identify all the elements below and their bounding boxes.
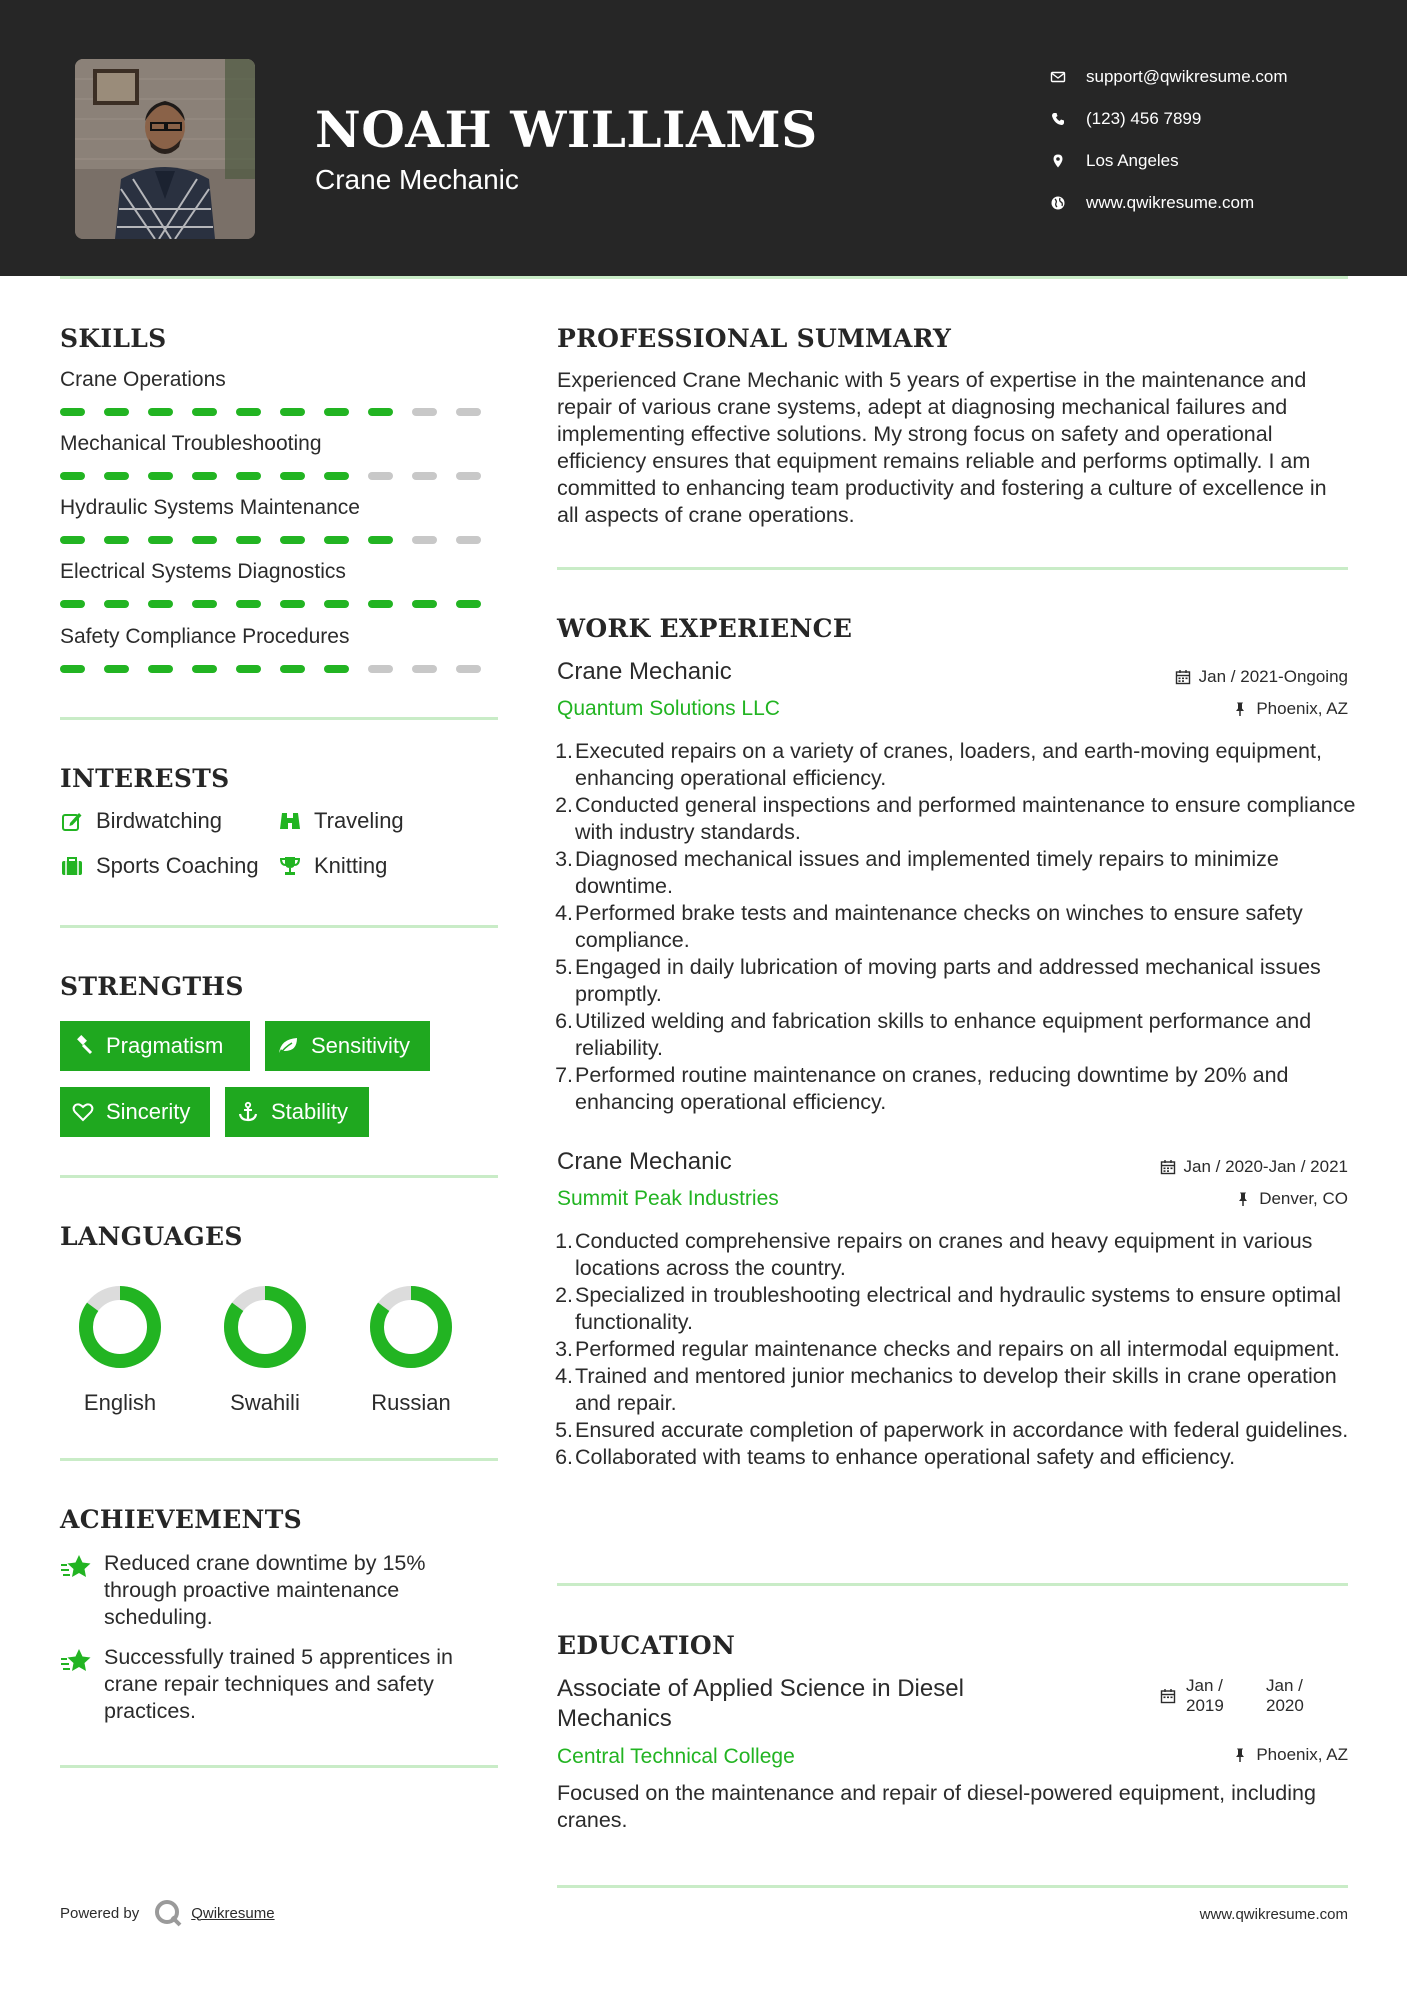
job-responsibilities — [557, 738, 1357, 1116]
education-date-end-line2: 2020 — [1266, 1696, 1304, 1715]
languages-heading: LANGUAGES — [60, 1222, 243, 1251]
job-title: Crane Mechanic — [557, 658, 732, 685]
skill-segment-filled — [280, 600, 305, 608]
resume-header — [0, 0, 1407, 276]
envelope-icon — [1050, 69, 1086, 85]
skill-item — [60, 560, 500, 608]
section-divider — [557, 567, 1348, 570]
skill-segment-filled — [368, 600, 393, 608]
section-divider — [60, 1765, 498, 1768]
list-item: 5. Engaged in daily lubrication of moving parts and addressed mechanical issues promptly. — [555, 955, 1321, 1006]
strength-badge — [60, 1021, 250, 1071]
skill-segment-filled — [368, 536, 393, 544]
skill-segment-filled — [324, 665, 349, 673]
skill-segment-filled — [236, 665, 261, 673]
heart-icon — [72, 1101, 94, 1123]
achievement-text: Successfully trained 5 apprentices in crane repair techniques and safety practices. — [104, 1645, 453, 1723]
interest-item — [60, 808, 222, 834]
degree-name: Associate of Applied Science in Diesel Mechanics — [557, 1675, 964, 1732]
list-item-text: Performed regular maintenance checks and repairs on all intermodal equipment. — [575, 1337, 1340, 1361]
list-item-text: Conducted comprehensive repairs on cranes and heavy equipment in various locations across the country. — [575, 1229, 1313, 1280]
contact-phone-text: (123) 456 7899 — [1086, 109, 1202, 128]
interests-heading: INTERESTS — [60, 764, 230, 793]
star-icon — [60, 1552, 92, 1582]
strength-label: Pragmatism — [106, 1033, 224, 1058]
skill-segment-filled — [60, 600, 85, 608]
list-item: 4. Trained and mentored junior mechanics to develop their skills in crane operation and repair. — [555, 1364, 1337, 1415]
contact-website[interactable] — [1050, 182, 1288, 224]
section-divider — [557, 1583, 1348, 1586]
education-date-end-line1: Jan / — [1266, 1676, 1303, 1695]
job-location-text: Phoenix, AZ — [1256, 699, 1348, 718]
list-item-text: Diagnosed mechanical issues and implemented timely repairs to minimize downtime. — [575, 847, 1279, 898]
list-item: 6. Collaborated with teams to enhance operational safety and efficiency. — [555, 1445, 1236, 1469]
job-location — [1235, 1189, 1348, 1209]
list-item-text: Performed routine maintenance on cranes, reducing downtime by 20% and enhancing operational efficiency. — [575, 1063, 1289, 1114]
section-divider — [60, 1458, 498, 1461]
education-dates — [1160, 1676, 1304, 1716]
calendar-icon — [1160, 1159, 1176, 1175]
education-date-start-line2: 2019 — [1186, 1696, 1224, 1715]
skill-name: Mechanical Troubleshooting — [60, 432, 322, 455]
map-pin-icon — [1050, 153, 1086, 169]
list-item-text: Specialized in troubleshooting electrical and hydraulic systems to ensure optimal functionality. — [575, 1283, 1342, 1334]
list-item: 3. Diagnosed mechanical issues and implemented timely repairs to minimize downtime. — [555, 847, 1279, 898]
education-date-start-line1: Jan / — [1186, 1676, 1223, 1695]
candidate-name: NOAH WILLIAMS — [315, 100, 818, 159]
skill-segment-filled — [324, 408, 349, 416]
summary-heading: PROFESSIONAL SUMMARY — [557, 324, 952, 353]
list-item-text: Ensured accurate completion of paperwork in accordance with federal guidelines. — [575, 1418, 1349, 1442]
skill-segment-filled — [104, 665, 129, 673]
language-item — [351, 1282, 471, 1416]
header-divider — [60, 276, 1348, 279]
list-item-text: Trained and mentored junior mechanics to develop their skills in crane operation and repair. — [575, 1364, 1337, 1415]
star-icon — [60, 1646, 92, 1676]
skill-segment-filled — [280, 665, 305, 673]
calendar-icon — [1160, 1688, 1176, 1704]
skill-segment-filled — [60, 472, 85, 480]
trophy-icon — [278, 854, 302, 878]
list-item-text: Conducted general inspections and performed maintenance to ensure compliance with industry standards. — [575, 793, 1356, 844]
skill-segment-empty — [412, 665, 437, 673]
list-item-text: Collaborated with teams to enhance operational safety and efficiency. — [575, 1445, 1236, 1469]
job-dates-text: Jan / 2020-Jan / 2021 — [1183, 1157, 1348, 1176]
list-item: 2. Specialized in troubleshooting electrical and hydraulic systems to ensure optimal functionality. — [555, 1283, 1342, 1334]
job-responsibilities — [557, 1228, 1357, 1471]
summary-text: Experienced Crane Mechanic with 5 years of expertise in the maintenance and repair of various crane systems, adept at diagnosing mechanical failures and implementing effective solutions. My strong focus on safety and operational efficiency ensures that equipment remains reliable and performs optimally. I am committed to enhancing team productivity and fostering a culture of excellence in all aspects of crane operations. — [557, 368, 1327, 527]
list-item: 2. Conducted general inspections and performed maintenance to ensure compliance with industry standards. — [555, 793, 1356, 844]
interest-item — [60, 853, 259, 879]
list-item-text: Performed brake tests and maintenance checks on winches to ensure safety compliance. — [575, 901, 1303, 952]
list-item: 7. Performed routine maintenance on cranes, reducing downtime by 20% and enhancing operational efficiency. — [555, 1063, 1289, 1114]
skill-segment-filled — [192, 665, 217, 673]
skill-segment-filled — [456, 600, 481, 608]
interest-item — [278, 853, 387, 879]
skill-segment-filled — [280, 472, 305, 480]
skill-segment-filled — [148, 536, 173, 544]
strength-label: Sensitivity — [311, 1033, 411, 1058]
skill-segment-filled — [104, 472, 129, 480]
gavel-icon — [72, 1035, 94, 1057]
interest-label: Knitting — [314, 853, 388, 878]
contact-info — [1050, 56, 1288, 224]
skill-segment-filled — [104, 536, 129, 544]
skill-segment-filled — [324, 536, 349, 544]
footer-powered-by — [60, 1898, 275, 1928]
pencil-square-icon — [60, 809, 84, 833]
skill-level-bar — [60, 600, 500, 608]
skill-segment-filled — [412, 600, 437, 608]
list-item: 1. Conducted comprehensive repairs on cranes and heavy equipment in various locations across the country. — [555, 1229, 1313, 1280]
skill-level-bar — [60, 408, 500, 416]
list-item-text: Engaged in daily lubrication of moving parts and addressed mechanical issues promptly. — [575, 955, 1321, 1006]
contact-location — [1050, 140, 1288, 182]
contact-email[interactable] — [1050, 56, 1288, 98]
job-location — [1232, 699, 1348, 719]
globe-icon — [1050, 195, 1086, 211]
section-divider — [60, 925, 498, 928]
skill-segment-filled — [60, 665, 85, 673]
language-donut — [366, 1282, 456, 1372]
profile-photo — [75, 59, 255, 239]
skill-segment-filled — [60, 408, 85, 416]
contact-website-text: www.qwikresume.com — [1086, 193, 1255, 212]
education-location — [1232, 1745, 1348, 1765]
anchor-icon — [237, 1101, 259, 1123]
skill-level-bar — [60, 665, 500, 673]
language-item — [205, 1282, 325, 1416]
skills-heading: SKILLS — [60, 324, 167, 353]
list-item: 1. Executed repairs on a variety of cranes, loaders, and earth-moving equipment, enhancing operational efficiency. — [555, 739, 1322, 790]
skill-segment-empty — [456, 472, 481, 480]
leaf-icon — [277, 1035, 299, 1057]
list-item: 3. Performed regular maintenance checks and repairs on all intermodal equipment. — [555, 1337, 1340, 1361]
skill-item — [60, 496, 500, 544]
profile-photo-image — [75, 59, 255, 239]
skill-segment-filled — [192, 408, 217, 416]
list-item: 5. Ensured accurate completion of paperwork in accordance with federal guidelines. — [555, 1418, 1349, 1442]
list-item-text: Utilized welding and fabrication skills to enhance equipment performance and reliability. — [575, 1009, 1312, 1060]
strength-label: Sincerity — [106, 1099, 191, 1124]
skill-name: Safety Compliance Procedures — [60, 625, 350, 648]
education-location-text: Phoenix, AZ — [1256, 1745, 1348, 1764]
pushpin-icon — [1232, 1747, 1248, 1763]
language-item — [60, 1282, 180, 1416]
job-location-text: Denver, CO — [1259, 1189, 1348, 1208]
education-date-start — [1186, 1676, 1266, 1716]
skill-segment-empty — [412, 536, 437, 544]
phone-icon — [1050, 111, 1086, 127]
skill-segment-empty — [456, 408, 481, 416]
contact-phone[interactable] — [1050, 98, 1288, 140]
job-dates — [1175, 667, 1348, 687]
skill-segment-filled — [104, 600, 129, 608]
section-divider — [60, 1175, 498, 1178]
strength-label: Stability — [271, 1099, 349, 1124]
interest-label: Birdwatching — [96, 808, 222, 833]
skill-name: Hydraulic Systems Maintenance — [60, 496, 360, 519]
skill-segment-filled — [60, 536, 85, 544]
contact-location-text: Los Angeles — [1086, 151, 1179, 170]
skill-segment-filled — [236, 472, 261, 480]
skill-segment-filled — [280, 408, 305, 416]
skill-segment-empty — [412, 472, 437, 480]
skill-segment-empty — [412, 408, 437, 416]
interest-label: Sports Coaching — [96, 853, 259, 878]
company-name: Quantum Solutions LLC — [557, 697, 780, 720]
contact-email-text: support@qwikresume.com — [1086, 67, 1288, 86]
language-name: Russian — [371, 1390, 451, 1415]
strength-badge — [60, 1087, 210, 1137]
skill-segment-filled — [324, 472, 349, 480]
skill-item — [60, 368, 500, 416]
strength-badge — [225, 1087, 369, 1137]
education-description: Focused on the maintenance and repair of diesel-powered equipment, including cranes. — [557, 1781, 1316, 1832]
interest-item — [278, 808, 404, 834]
skill-item — [60, 625, 500, 673]
skill-segment-filled — [368, 408, 393, 416]
calendar-icon — [1175, 669, 1191, 685]
education-date-end — [1266, 1676, 1304, 1716]
skill-segment-filled — [148, 665, 173, 673]
skill-segment-filled — [236, 408, 261, 416]
section-divider — [557, 1885, 1348, 1888]
skill-segment-filled — [148, 600, 173, 608]
qwikresume-link[interactable]: Qwikresume — [191, 1904, 275, 1922]
language-donut — [75, 1282, 165, 1372]
list-item-text: Executed repairs on a variety of cranes, loaders, and earth-moving equipment, enhancing operational efficiency. — [575, 739, 1322, 790]
skill-segment-filled — [280, 536, 305, 544]
list-item: 6. Utilized welding and fabrication skills to enhance equipment performance and reliability. — [555, 1009, 1312, 1060]
skill-segment-filled — [192, 600, 217, 608]
pushpin-icon — [1232, 701, 1248, 717]
school-name: Central Technical College — [557, 1745, 795, 1768]
job-title: Crane Mechanic — [557, 1148, 732, 1175]
skill-level-bar — [60, 536, 500, 544]
skill-segment-filled — [104, 408, 129, 416]
job-dates — [1160, 1157, 1348, 1177]
language-donut — [220, 1282, 310, 1372]
skill-item — [60, 432, 500, 480]
strengths-heading: STRENGTHS — [60, 972, 244, 1001]
strength-badge — [265, 1021, 430, 1071]
skill-level-bar — [60, 472, 500, 480]
job-dates-text: Jan / 2021-Ongoing — [1198, 667, 1348, 686]
skill-segment-empty — [456, 536, 481, 544]
powered-by-text: Powered by — [60, 1904, 140, 1922]
skill-segment-filled — [236, 536, 261, 544]
skill-segment-filled — [236, 600, 261, 608]
skill-segment-filled — [192, 472, 217, 480]
language-name: English — [83, 1390, 157, 1415]
interest-label: Traveling — [314, 808, 404, 833]
skill-segment-empty — [456, 665, 481, 673]
skill-segment-filled — [192, 536, 217, 544]
pushpin-icon — [1235, 1191, 1251, 1207]
section-divider — [60, 717, 498, 720]
language-name: Swahili — [230, 1390, 300, 1415]
skill-segment-filled — [324, 600, 349, 608]
achievements-heading: ACHIEVEMENTS — [60, 1505, 302, 1534]
qwikresume-logo-icon — [153, 1898, 183, 1928]
education-heading: EDUCATION — [557, 1631, 736, 1660]
company-name: Summit Peak Industries — [557, 1187, 779, 1210]
skill-segment-filled — [148, 408, 173, 416]
candidate-title: Crane Mechanic — [315, 164, 519, 195]
skill-segment-empty — [368, 665, 393, 673]
skill-name: Crane Operations — [60, 368, 226, 391]
footer-website[interactable]: www.qwikresume.com — [1199, 1906, 1348, 1923]
skill-segment-filled — [148, 472, 173, 480]
achievement-item — [60, 1550, 500, 1631]
skill-segment-empty — [368, 472, 393, 480]
achievement-text: Reduced crane downtime by 15% through proactive maintenance scheduling. — [104, 1551, 426, 1629]
skill-name: Electrical Systems Diagnostics — [60, 560, 346, 583]
binoculars-icon — [278, 809, 302, 833]
list-item: 4. Performed brake tests and maintenance checks on winches to ensure safety compliance. — [555, 901, 1303, 952]
briefcase-icon — [60, 854, 84, 878]
achievement-item — [60, 1644, 500, 1725]
experience-heading: WORK EXPERIENCE — [557, 614, 853, 643]
